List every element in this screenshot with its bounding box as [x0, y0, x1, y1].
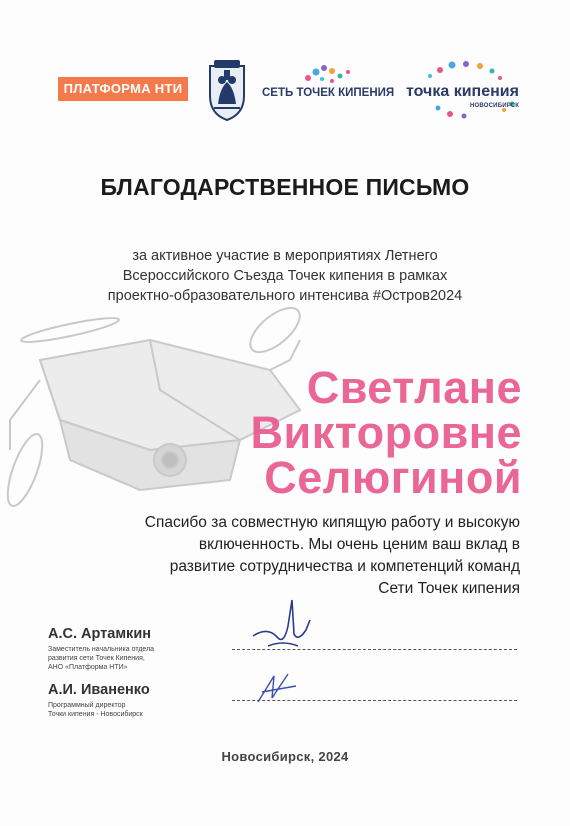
reason-line-2: Всероссийского Съезда Точек кипения в рамках — [122, 268, 448, 284]
page-title: БЛАГОДАРСТВЕННОЕ ПИСЬМО — [100, 174, 470, 200]
signer-1-title-line-3: АНО «Платформа НТИ» — [48, 664, 128, 671]
tochka-logo-text: точка кипения — [406, 83, 519, 100]
thanks-line-2: включенность. Мы очень ценим ваш вклад в — [198, 536, 520, 553]
network-logo-text: СЕТЬ ТОЧЕК КИПЕНИЯ — [262, 87, 395, 99]
thanks-line-3: развитие сотрудничества и компетенций команд — [169, 558, 520, 575]
tochka-kipeniya-logo — [400, 60, 525, 120]
reason-line-1: за активное участие в мероприятиях Летнего — [132, 248, 438, 264]
signer-1-name: А.С. Артамкин — [48, 626, 151, 642]
signer-1-title-line-2: развития сети Точек Кипения, — [48, 655, 145, 662]
tochka-city-text: НОВОСИБИРСК — [470, 103, 520, 109]
signer-2-name: А.И. Иваненко — [48, 682, 150, 698]
city-year: Новосибирск, 2024 — [221, 749, 349, 764]
reason-text — [60, 246, 510, 306]
recipient-name — [122, 362, 522, 503]
signer-2-title — [48, 701, 208, 719]
signer-2-title-line-1: Программный директор — [48, 702, 126, 709]
signature-1 — [248, 596, 318, 656]
thanks-line-4: Сети Точек кипения — [378, 580, 520, 597]
signature-2 — [252, 668, 302, 708]
recipient-patronymic: Викторовне — [250, 407, 522, 458]
recipient-surname: Селюгиной — [264, 452, 522, 503]
thanks-line-1: Спасибо за совместную кипящую работу и высокую — [144, 514, 520, 531]
novosibirsk-coat-of-arms-icon — [202, 58, 252, 122]
signer-1-title — [48, 645, 208, 672]
thanks-text — [50, 512, 520, 600]
signer-2-title-line-2: Точки кипения - Новосибирск — [48, 711, 143, 718]
signer-1-title-line-1: Заместитель начальника отдела — [48, 646, 155, 653]
dots-logo-icon — [302, 64, 354, 86]
reason-line-3: проектно-образовательного интенсива #Остров2024 — [107, 288, 463, 304]
recipient-first-name: Светлане — [306, 362, 522, 413]
network-of-growth-points-logo — [262, 64, 394, 114]
nti-platform-logo: ПЛАТФОРМА НТИ — [58, 77, 188, 101]
